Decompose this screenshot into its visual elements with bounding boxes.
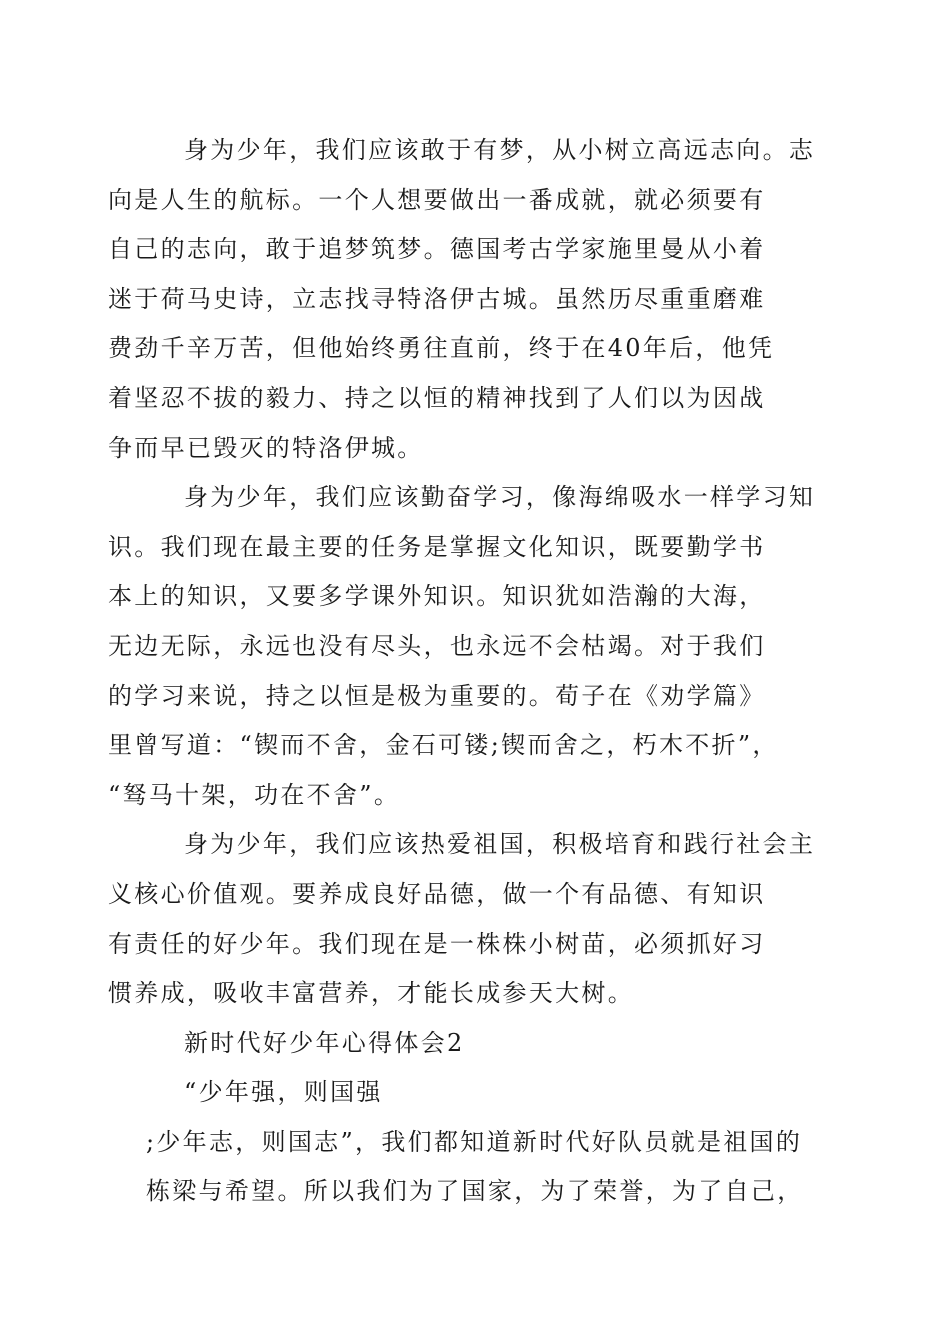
quote-paragraph — [146, 1118, 818, 1217]
text-line: 身为少年，我们应该敢于有梦，从小树立高远志向。志 — [184, 136, 816, 164]
text-line: 向是人生的航标。一个人想要做出一番成就，就必须要有 — [108, 185, 766, 214]
paragraph-dream — [108, 126, 818, 473]
quote-opening-line: “少年强，则国强 — [184, 1078, 383, 1107]
text-line: 惯养成，吸收丰富营养，才能长成参天大树。 — [108, 979, 634, 1008]
document-body — [108, 126, 818, 1217]
text-line: 本上的知识，又要多学课外知识。知识犹如浩瀚的大海， — [108, 582, 766, 611]
text-line: 识。我们现在最主要的任务是掌握文化知识，既要勤学书 — [108, 532, 766, 561]
text-line: 自己的志向，敢于追梦筑梦。德国考古学家施里曼从小着 — [108, 235, 766, 264]
text-line: 栋梁与希望。所以我们为了国家，为了荣誉，为了自己， — [146, 1177, 804, 1206]
paragraph-patriotism — [108, 820, 818, 1018]
text-line: “驽马十架，功在不舍”。 — [108, 780, 401, 809]
text-line: 身为少年，我们应该勤奋学习，像海绵吸水一样学习知 — [184, 483, 816, 512]
text-line: 里曾写道：“锲而不舍，金石可镂;锲而舍之，朽木不折”， — [108, 731, 779, 760]
text-line: 义核心价值观。要养成良好品德，做一个有品德、有知识 — [108, 879, 766, 908]
text-line: 迷于荷马史诗，立志找寻特洛伊古城。虽然历尽重重磨难 — [108, 284, 766, 313]
text-line: 身为少年，我们应该热爱祖国，积极培育和践行社会主 — [184, 830, 816, 859]
section-heading: 新时代好少年心得体会2 — [184, 1028, 465, 1057]
paragraph-study — [108, 473, 818, 820]
text-line: 有责任的好少年。我们现在是一株株小树苗，必须抓好习 — [108, 929, 766, 958]
text-line: 争而早已毁灭的特洛伊城。 — [108, 433, 424, 462]
text-line: 费劲千辛万苦，但他始终勇往直前，终于在40年后，他凭 — [108, 334, 775, 363]
text-line: 的学习来说，持之以恒是极为重要的。荀子在《劝学篇》 — [108, 681, 766, 710]
text-line: 无边无际，永远也没有尽头，也永远不会枯竭。对于我们 — [108, 631, 766, 660]
text-line: 着坚忍不拔的毅力、持之以恒的精神找到了人们以为因战 — [108, 383, 766, 412]
text-line: ;少年志，则国志”，我们都知道新时代好队员就是祖国的 — [146, 1127, 803, 1156]
